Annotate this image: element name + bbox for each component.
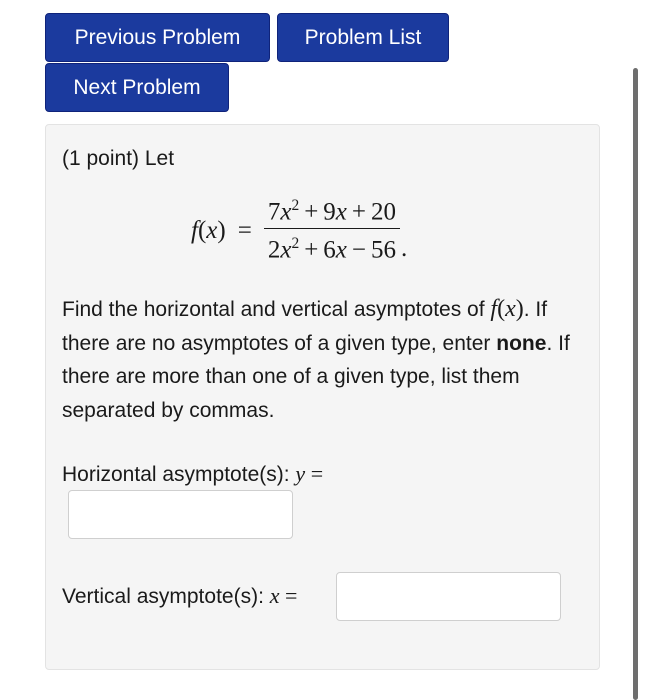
instructions-text	[62, 293, 582, 427]
next-problem-button[interactable]: Next Problem	[45, 63, 229, 112]
horizontal-asymptote-label	[62, 461, 323, 487]
problem-panel	[45, 124, 600, 670]
instructions-part3: . If there are more than one of a given type, list them separated by commas.	[62, 331, 570, 422]
function-equation	[191, 197, 407, 265]
scrollbar[interactable]	[633, 68, 638, 700]
equation-equals: =	[237, 216, 252, 244]
problem-intro: (1 point) Let	[62, 147, 175, 170]
instructions-part1: Find the horizontal and vertical asymptotes of	[62, 298, 485, 321]
horizontal-label-text: Horizontal asymptote(s):	[62, 463, 290, 486]
instructions-fx: f(x)	[490, 296, 524, 322]
equation-denominator: $2x^2 + 6x - 56$	[267, 235, 397, 264]
equation-lhs: f(x)	[191, 216, 226, 244]
vertical-var: x =	[269, 583, 298, 608]
vertical-asymptote-label	[62, 583, 297, 609]
vertical-label-text: Vertical asymptote(s):	[62, 585, 264, 608]
horizontal-var: y =	[295, 461, 324, 486]
previous-problem-button[interactable]: Previous Problem	[45, 13, 270, 62]
instructions-part2: . If there are no asymptotes of a given type, enter	[62, 298, 548, 355]
horizontal-asymptote-input[interactable]	[68, 490, 293, 539]
equation-period: .	[401, 234, 408, 262]
equation-fraction	[264, 197, 400, 265]
problem-list-button[interactable]: Problem List	[277, 13, 449, 62]
instructions-none-keyword: none	[496, 331, 547, 355]
vertical-asymptote-input[interactable]	[336, 572, 561, 621]
equation-numerator: $7x^2 + 9x + 20$	[267, 197, 397, 226]
